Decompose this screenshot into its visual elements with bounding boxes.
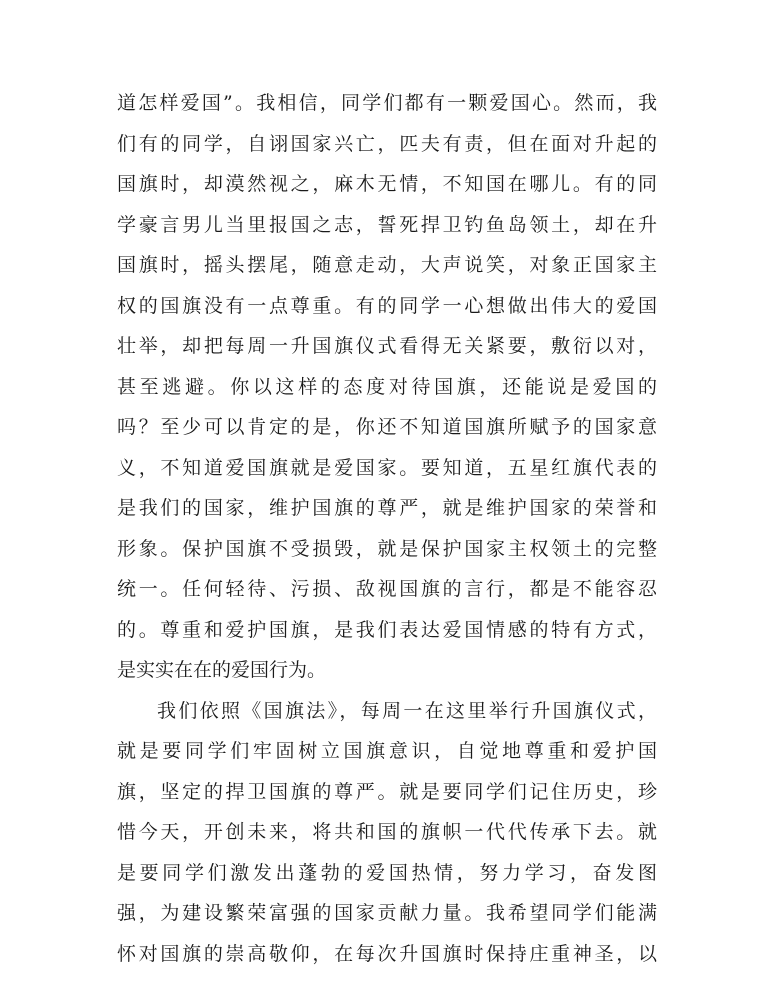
text-line: 是实实在在的爱国行为。 (117, 659, 327, 681)
text-line: 甚至逃避。你以这样的态度对待国旗，还能说是爱国的 (117, 375, 657, 398)
text-line: 的。尊重和爱护国旗，是我们表达爱国情感的特有方式， (117, 618, 657, 641)
text-line: 道怎样爱国”。我相信，同学们都有一颗爱国心。然而，我 (117, 92, 657, 114)
text-line: 权的国旗没有一点尊重。有的同学一心想做出伟大的爱国 (117, 294, 657, 317)
body-text (117, 83, 657, 974)
text-line: 怀对国旗的崇高敬仰，在每次升国旗时保持庄重神圣，以 (117, 942, 657, 965)
text-line: 惜今天，开创未来，将共和国的旗帜一代代传承下去。就 (117, 821, 657, 843)
text-line: 义，不知道爱国旗就是爱国家。要知道，五星红旗代表的 (117, 456, 657, 479)
text-line: 吗？至少可以肯定的是，你还不知道国旗所赋予的国家意 (117, 416, 657, 438)
text-line: 国旗时，却漠然视之，麻木无情，不知国在哪儿。有的同 (117, 173, 657, 195)
text-line: 形象。保护国旗不受损毁，就是保护国家主权领土的完整 (117, 537, 657, 560)
text-line: 壮举，却把每周一升国旗仪式看得无关紧要，敷衍以对， (117, 335, 657, 357)
text-line: 国旗时，摇头摆尾，随意走动，大声说笑，对象正国家主 (117, 254, 657, 276)
text-line: 强，为建设繁荣富强的国家贡献力量。我希望同学们能满 (117, 902, 657, 924)
text-line: 是我们的国家，维护国旗的尊严，就是维护国家的荣誉和 (117, 497, 657, 519)
text-line: 就是要同学们牢固树立国旗意识，自觉地尊重和爱护国 (117, 740, 657, 762)
text-line: 学豪言男儿当里报国之志，誓死捍卫钓鱼岛领土，却在升 (117, 213, 657, 236)
text-line: 我们依照《国旗法》，每周一在这里举行升国旗仪式， (157, 699, 657, 722)
text-line: 们有的同学，自诩国家兴亡，匹夫有责，但在面对升起的 (117, 132, 657, 155)
text-line: 是要同学们激发出蓬勃的爱国热情，努力学习，奋发图 (117, 861, 657, 884)
text-line: 旗，坚定的捍卫国旗的尊严。就是要同学们记住历史，珍 (117, 780, 657, 803)
text-line: 统一。任何轻待、污损、敌视国旗的言行，都是不能容忍 (117, 578, 657, 600)
